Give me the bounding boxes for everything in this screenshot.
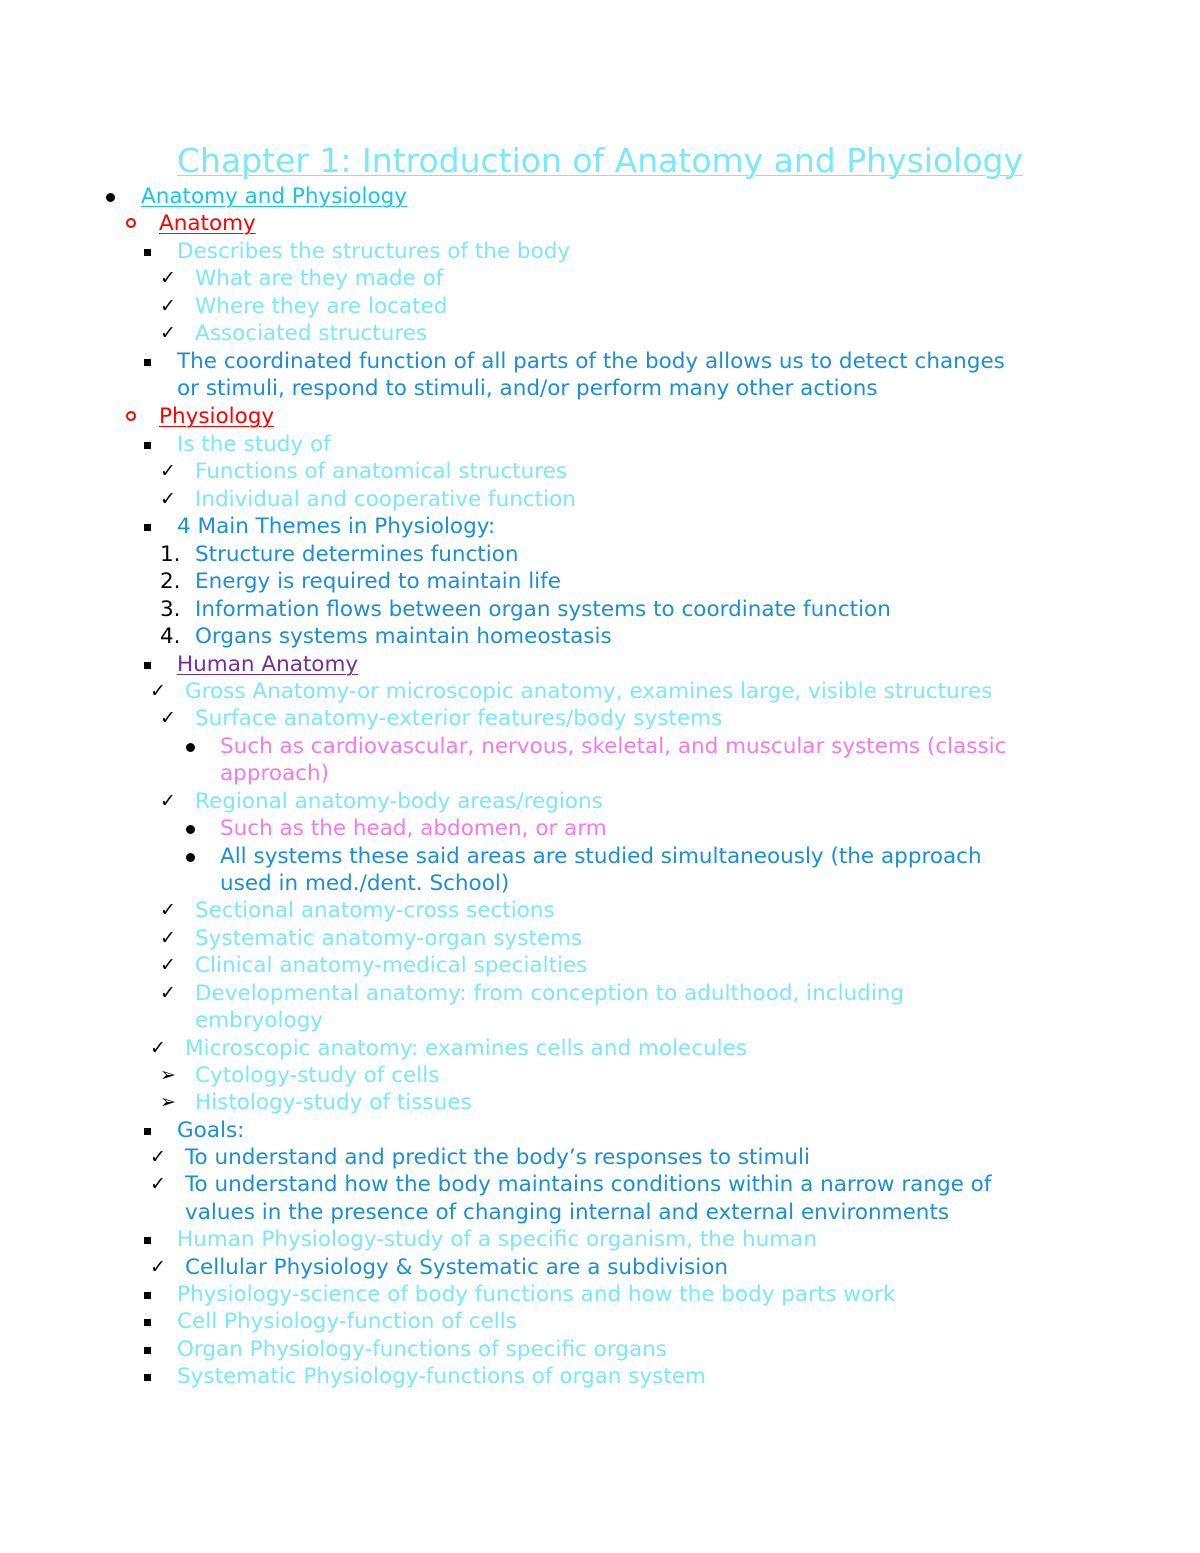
list-item [0, 210, 1200, 238]
list-item [0, 1336, 1200, 1364]
list-item [0, 651, 1200, 679]
bullet-dot-icon [186, 853, 195, 862]
bullet-circle-icon [126, 218, 136, 228]
list-item [0, 1171, 1200, 1199]
checkmark-icon: ✓ [160, 322, 176, 344]
list-item-text: Goals: [177, 1118, 245, 1143]
list-item [0, 705, 1200, 733]
list-item [0, 596, 1200, 624]
list-item [0, 1035, 1200, 1063]
list-item [0, 375, 1200, 403]
list-item-text: Human Physiology-study of a specific organism, the human [177, 1227, 817, 1252]
list-item-text: values in the presence of changing internal and external environments [185, 1200, 950, 1225]
list-number: 3. [160, 597, 181, 622]
list-item-text: embryology [195, 1008, 324, 1033]
list-item-text: used in med./dent. School) [220, 871, 510, 896]
list-item-text: Structure determines function [195, 542, 519, 567]
bullet-square-icon [144, 1374, 151, 1381]
list-item-text: Physiology [159, 404, 275, 429]
list-item-text: Systematic Physiology-functions of organ system [177, 1364, 706, 1389]
list-item [0, 733, 1200, 761]
list-item [0, 293, 1200, 321]
list-item [0, 1226, 1200, 1254]
list-item [0, 541, 1200, 569]
list-item [0, 1117, 1200, 1145]
list-item-text: Anatomy [159, 211, 256, 236]
bullet-square-icon [144, 524, 151, 531]
checkmark-icon: ✓ [150, 680, 166, 702]
list-item [0, 870, 1200, 898]
list-item-text: approach) [220, 761, 330, 786]
list-item [0, 815, 1200, 843]
list-item-text: Microscopic anatomy: examines cells and molecules [185, 1036, 748, 1061]
list-item [0, 760, 1200, 788]
list-item [0, 1007, 1200, 1035]
checkmark-icon: ✓ [160, 488, 176, 510]
list-item [0, 1199, 1200, 1227]
list-item-text: or stimuli, respond to stimuli, and/or perform many other actions [177, 376, 878, 401]
list-item-text: Organs systems maintain homeostasis [195, 624, 612, 649]
bullet-circle-icon [126, 411, 136, 421]
checkmark-icon: ✓ [160, 707, 176, 729]
list-item [0, 486, 1200, 514]
checkmark-icon: ✓ [160, 267, 176, 289]
list-item-text: Is the study of [177, 432, 331, 457]
list-item [0, 897, 1200, 925]
list-item-text: To understand and predict the body’s responses to stimuli [185, 1145, 810, 1170]
list-number: 2. [160, 569, 181, 594]
list-item [0, 1281, 1200, 1309]
list-item-text: 4 Main Themes in Physiology: [177, 514, 496, 539]
list-item-text: Anatomy and Physiology [141, 184, 408, 209]
list-item-text: Histology-study of tissues [195, 1090, 472, 1115]
list-item-text: Systematic anatomy-organ systems [195, 926, 583, 951]
checkmark-icon: ✓ [150, 1256, 166, 1278]
checkmark-icon: ✓ [160, 954, 176, 976]
list-item-text: Regional anatomy-body areas/regions [195, 789, 603, 814]
bullet-dot-icon [106, 193, 115, 202]
list-item-text: Individual and cooperative function [195, 487, 576, 512]
list-item [0, 1062, 1200, 1090]
list-item-text: Developmental anatomy: from conception to adulthood, including [195, 981, 905, 1006]
checkmark-icon: ✓ [160, 460, 176, 482]
bullet-square-icon [144, 1292, 151, 1299]
bullet-square-icon [144, 359, 151, 366]
list-item [0, 513, 1200, 541]
bullet-square-icon [144, 1347, 151, 1354]
list-item [0, 678, 1200, 706]
page-title: Chapter 1: Introduction of Anatomy and Physiology [177, 141, 1023, 180]
bullet-square-icon [144, 1319, 151, 1326]
list-item [0, 1308, 1200, 1336]
list-item-text: The coordinated function of all parts of the body allows us to detect changes [177, 349, 1005, 374]
bullet-dot-icon [186, 743, 195, 752]
list-item-text: Such as cardiovascular, nervous, skeletal, and muscular systems (classic [220, 734, 1007, 759]
list-item-text: Energy is required to maintain life [195, 569, 561, 594]
list-item [0, 925, 1200, 953]
list-item-text: Human Anatomy [177, 652, 359, 677]
list-item [0, 238, 1200, 266]
checkmark-icon: ✓ [160, 927, 176, 949]
list-item [0, 1089, 1200, 1117]
list-item [0, 1254, 1200, 1282]
checkmark-icon: ✓ [160, 982, 176, 1004]
list-item-text: Gross Anatomy-or microscopic anatomy, examines large, visible structures [185, 679, 993, 704]
list-item [0, 788, 1200, 816]
list-item [0, 843, 1200, 871]
list-item [0, 403, 1200, 431]
list-item-text: Such as the head, abdomen, or arm [220, 816, 607, 841]
list-item-text: Cytology-study of cells [195, 1063, 440, 1088]
list-item [0, 431, 1200, 459]
list-item-text: What are they made of [195, 266, 444, 291]
checkmark-icon: ✓ [150, 1173, 166, 1195]
list-number: 1. [160, 542, 181, 567]
list-item [0, 1363, 1200, 1391]
checkmark-icon: ✓ [160, 790, 176, 812]
list-item-text: Sectional anatomy-cross sections [195, 898, 555, 923]
list-item-text: Surface anatomy-exterior features/body systems [195, 706, 723, 731]
list-item-text: Cellular Physiology & Systematic are a subdivision [185, 1255, 728, 1280]
list-item-text: Information flows between organ systems to coordinate function [195, 597, 891, 622]
list-item [0, 980, 1200, 1008]
checkmark-icon: ✓ [150, 1146, 166, 1168]
list-item [0, 1144, 1200, 1172]
list-item [0, 952, 1200, 980]
arrow-bullet-icon: ➢ [160, 1064, 176, 1086]
list-item-text: To understand how the body maintains conditions within a narrow range of [185, 1172, 992, 1197]
checkmark-icon: ✓ [160, 295, 176, 317]
list-number: 4. [160, 624, 181, 649]
list-item [0, 320, 1200, 348]
list-item-text: Cell Physiology-function of cells [177, 1309, 517, 1334]
arrow-bullet-icon: ➢ [160, 1091, 176, 1113]
list-item [0, 568, 1200, 596]
bullet-square-icon [144, 1128, 151, 1135]
list-item-text: All systems these said areas are studied simultaneously (the approach [220, 844, 982, 869]
list-item [0, 265, 1200, 293]
list-item-text: Clinical anatomy-medical specialties [195, 953, 588, 978]
list-item-text: Organ Physiology-functions of specific organs [177, 1337, 667, 1362]
bullet-square-icon [144, 249, 151, 256]
list-item-text: Functions of anatomical structures [195, 459, 568, 484]
list-item-text: Where they are located [195, 294, 448, 319]
checkmark-icon: ✓ [150, 1037, 166, 1059]
list-item-text: Describes the structures of the body [177, 239, 571, 264]
list-item [0, 183, 1200, 211]
bullet-square-icon [144, 1237, 151, 1244]
list-item-text: Associated structures [195, 321, 428, 346]
bullet-square-icon [144, 662, 151, 669]
list-item [0, 623, 1200, 651]
list-item-text: Physiology-science of body functions and how the body parts work [177, 1282, 896, 1307]
bullet-square-icon [144, 442, 151, 449]
checkmark-icon: ✓ [160, 899, 176, 921]
bullet-dot-icon [186, 825, 195, 834]
list-item [0, 348, 1200, 376]
list-item [0, 458, 1200, 486]
